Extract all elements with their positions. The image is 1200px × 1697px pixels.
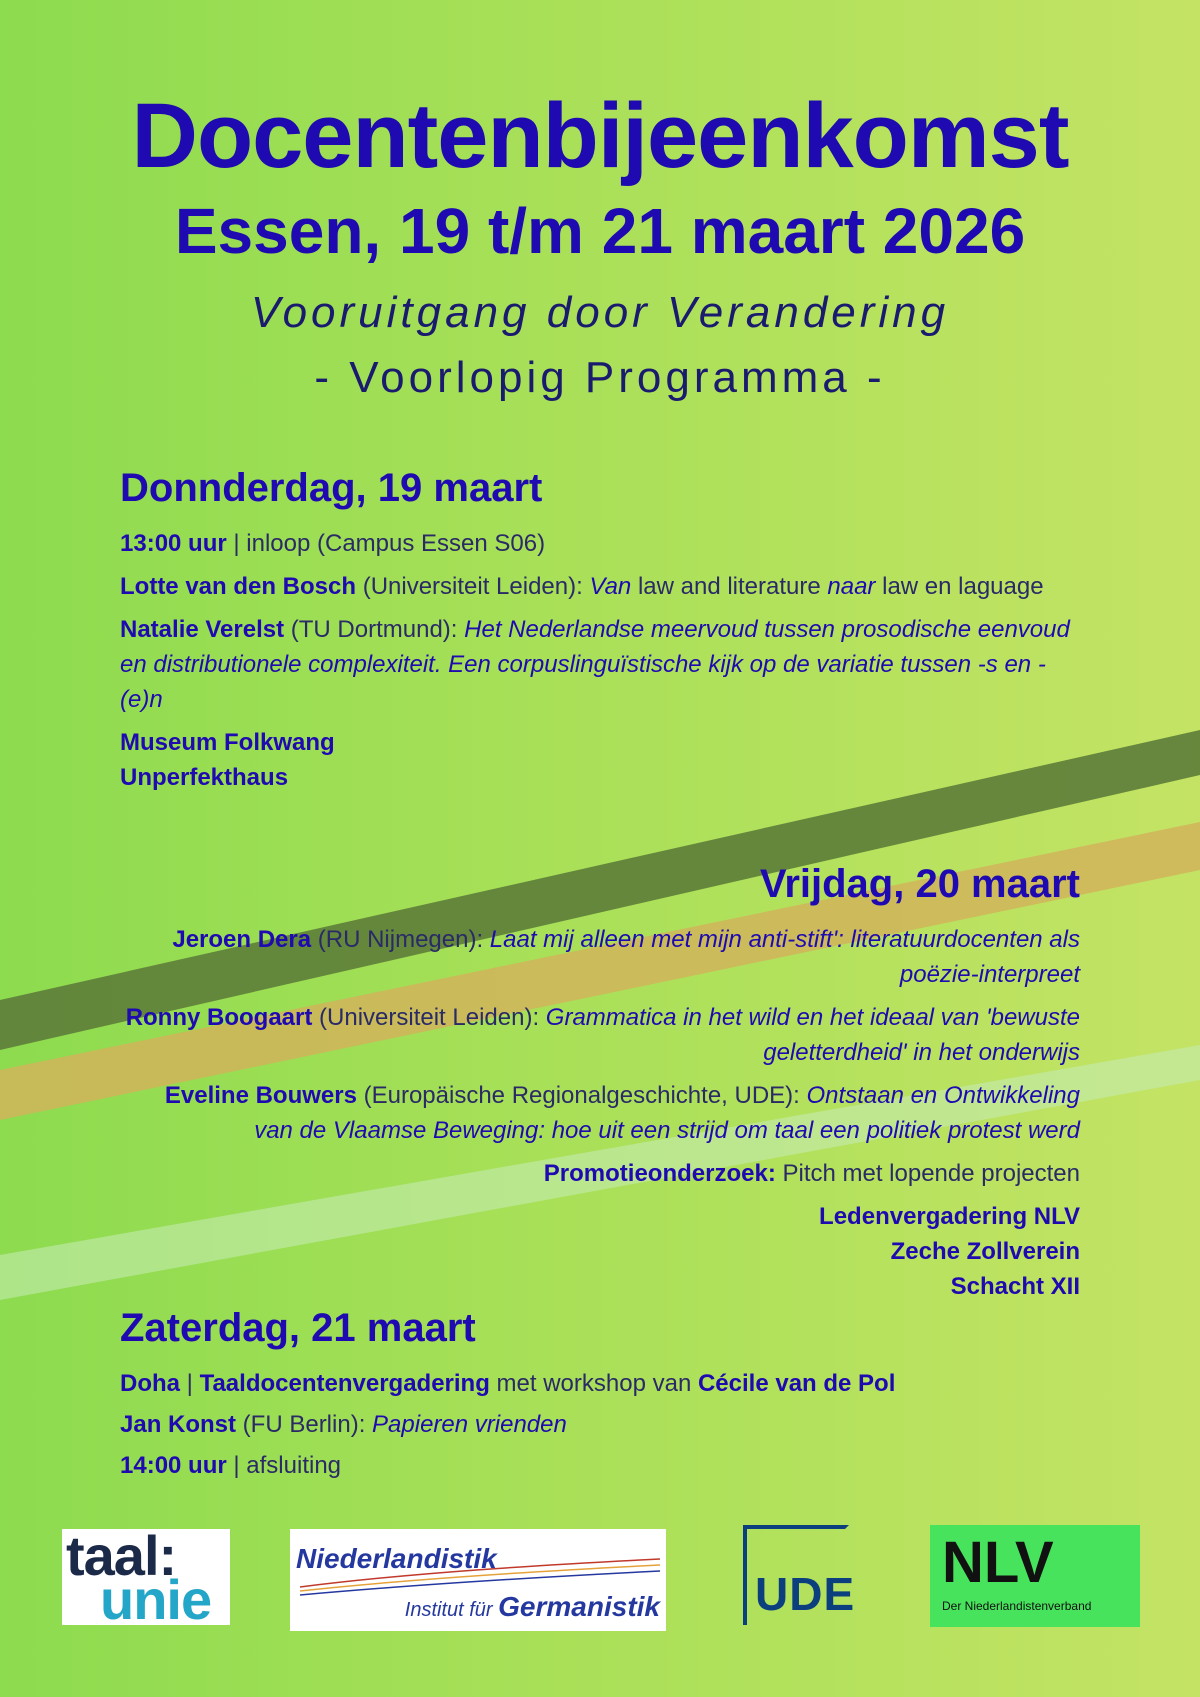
thursday-item-1: 13:00 uur | inloop (Campus Essen S06) bbox=[120, 530, 546, 557]
friday-section bbox=[120, 860, 1080, 1304]
friday-item-3: Eveline Bouwers (Europäische Regionalgeschichte, UDE): Ontstaan en Ontwikkeling van de Vlaamse Beweging: hoe uit een strijd om taal een politiek protest werd bbox=[164, 1082, 1080, 1144]
friday-location-3: Schacht XII bbox=[950, 1273, 1080, 1300]
nlv-logo[interactable]: NLV Der Niederlandistenverband bbox=[930, 1525, 1140, 1627]
thursday-section bbox=[120, 464, 1080, 795]
friday-location-2: Zeche Zollverein bbox=[890, 1238, 1080, 1265]
thursday-item-3: Natalie Verelst (TU Dortmund): Het Nederlandse meervoud tussen prosodische eenvoud en distributionele complexiteit. Een corpuslinguïstische kijk op de variatie tussen -s en -(e)n bbox=[120, 616, 1070, 713]
friday-item-1: Jeroen Dera (RU Nijmegen): Laat mij alleen met mijn anti-stift': literatuurdocenten als poëzie-interpreet bbox=[172, 926, 1080, 988]
saturday-heading: Zaterdag, 21 maart bbox=[120, 1306, 476, 1350]
friday-location-1: Ledenvergadering NLV bbox=[819, 1203, 1080, 1230]
event-dates: Essen, 19 t/m 21 maart 2026 bbox=[174, 195, 1026, 267]
event-title: Docentenbijeenkomst bbox=[131, 85, 1069, 187]
program-label: - Voorlopig Programma - bbox=[314, 353, 886, 402]
thursday-heading: Donnderdag, 19 maart bbox=[120, 466, 543, 510]
saturday-section bbox=[120, 1304, 1080, 1491]
friday-item-2: Ronny Boogaart (Universiteit Leiden): Grammatica in het wild en het ideaal van 'bewuste geletterdheid' in het onderwijs bbox=[125, 1004, 1080, 1066]
saturday-item-2: Jan Konst (FU Berlin): Papieren vrienden bbox=[120, 1411, 567, 1438]
friday-heading: Vrijdag, 20 maart bbox=[759, 862, 1080, 906]
thursday-location-1: Museum Folkwang bbox=[120, 729, 335, 756]
thursday-item-2: Lotte van den Bosch (Universiteit Leiden): Van law and literature naar law en laguage bbox=[120, 573, 1044, 600]
taalunie-logo[interactable]: taal: unie bbox=[62, 1529, 230, 1625]
niederlandistik-logo[interactable]: Niederlandistik Institut für Germanistik bbox=[290, 1529, 666, 1631]
event-motto: Vooruitgang door Verandering bbox=[250, 288, 950, 337]
friday-item-4: Promotieonderzoek: Pitch met lopende projecten bbox=[543, 1160, 1080, 1187]
saturday-item-1: Doha | Taaldocentenvergadering met workshop van Cécile van de Pol bbox=[120, 1370, 896, 1397]
sponsor-logos bbox=[0, 1525, 1200, 1635]
thursday-location-2: Unperfekthaus bbox=[120, 764, 289, 791]
saturday-item-3: 14:00 uur | afsluiting bbox=[120, 1452, 342, 1479]
ude-logo[interactable]: UDE bbox=[743, 1525, 847, 1627]
